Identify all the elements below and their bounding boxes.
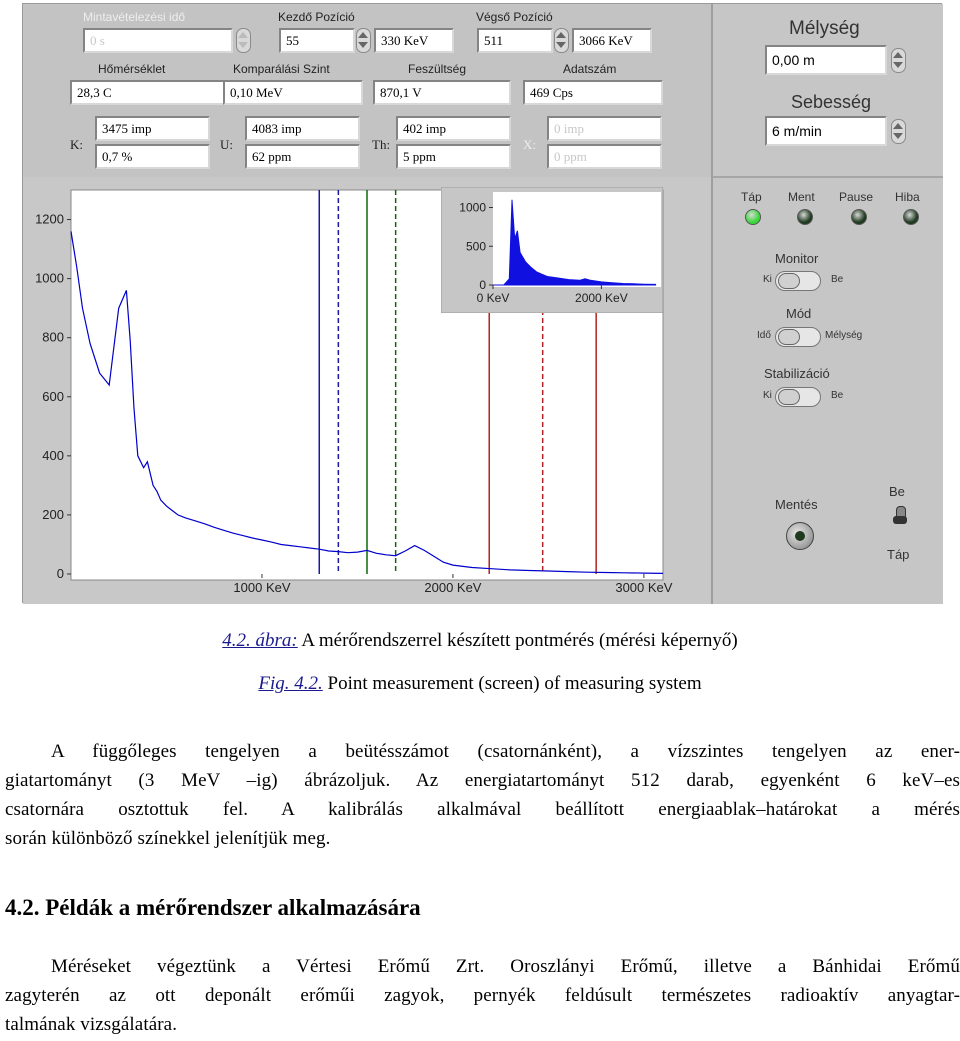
monitor-on-label: Be [831,274,844,285]
sample-time-spinner[interactable] [236,28,251,53]
pause-led [851,209,867,225]
overview-ytick-label: 1000 [459,200,486,215]
paragraph-line: giatartományt (3 MeV –ig) ábrázoljuk. Az energiatartományt 512 darab, egyenként 6 keV–es [5,770,960,791]
section-heading: 4.2. Példák a mérőrendszer alkalmazására [5,895,421,920]
end-pos-spinner[interactable] [554,28,569,53]
save-indicator-icon [795,531,805,541]
sample-time-label: Mintavételezési idő [83,10,186,24]
paragraph-line: csatornára osztottuk fel. A kalibrálás alkalmával beállított energiaablak–határokat a mérés [5,799,960,820]
led-label-error: Hiba [895,190,920,204]
power-toggle[interactable] [893,506,909,528]
speed-field[interactable]: 6 m/min [765,116,887,146]
end-pos-channel-field[interactable]: 511 [477,28,553,53]
end-pos-energy-field: 3066 KeV [572,28,652,53]
paragraph-line: A függőleges tengelyen a beütésszámot (csatornánként), a vízszintes tengelyen az ener- [51,741,960,762]
error-led [903,209,919,225]
k-conc-field: 0,7 % [95,144,210,169]
spectrum-ytick-label: 1200 [35,211,64,227]
led-label-pause: Pause [839,190,874,204]
figure-caption-en-text: Point measurement (screen) of measuring system [322,673,702,694]
figure-caption-hu [0,630,960,652]
spectrum-xtick-label: 1000 KeV [233,580,291,595]
x-conc-field: 0 ppm [547,144,662,169]
stabilization-off-label: Ki [763,390,772,401]
spectrum-ytick-label: 1000 [35,270,64,286]
start-pos-label: Kezdő Pozíció [278,10,355,24]
mode-time-label: Idő [757,330,771,341]
depth-field: 0,00 m [765,45,887,75]
sample-time-field[interactable]: 0 s [83,28,233,53]
figure-caption-hu-text: A mérőrendszerrel készített pontmérés (mérési képernyő) [297,630,738,651]
overview-ytick-label: 0 [479,278,486,292]
power-led [745,209,761,225]
led-label-power: Táp [741,190,762,204]
depth-speed-panel [713,4,943,178]
figure-number-hu: 4.2. ábra: [222,630,298,651]
stabilization-switch[interactable] [775,387,821,407]
paragraph-line: Méréseket végeztünk a Vértesi Erőmű Zrt. Oroszlányi Erőmű, illetve a Bánhidai Erőmű [51,956,960,977]
overview-chart [441,187,663,313]
speed-label: Sebesség [791,92,872,112]
spectrum-ytick-label: 0 [56,566,64,581]
monitor-switch[interactable] [775,271,821,291]
start-pos-energy-field: 330 KeV [374,28,454,53]
mode-label: Mód [786,306,812,321]
comparison-level-label: Komparálási Szint [233,62,330,76]
spectrum-xtick-label: 2000 KeV [424,580,482,595]
overview-xtick-label: 0 KeV [476,291,510,305]
save-label: Mentés [775,497,818,512]
paragraph-1 [5,737,960,853]
spectrum-ytick-label: 200 [42,506,64,522]
k-imp-field: 3475 imp [95,116,210,141]
monitor-label: Monitor [775,251,819,266]
end-pos-label: Végső Pozíció [476,10,553,24]
spectrum-ytick-label: 800 [42,329,64,345]
depth-label: Mélység [789,18,860,39]
u-imp-field: 4083 imp [245,116,360,141]
power-on-label: Be [889,484,905,499]
th-imp-field: 402 imp [396,116,511,141]
spectrum-ytick-label: 400 [42,447,64,463]
k-label: K: [70,137,83,152]
voltage-label: Feszültség [408,62,467,76]
save-led [797,209,813,225]
temperature-label: Hőmérséklet [98,62,166,76]
overview-ytick-label: 500 [465,239,486,254]
th-label: Th: [372,137,391,152]
x-imp-field: 0 imp [547,116,662,141]
spectrum-xtick-label: 3000 KeV [615,580,673,595]
mode-depth-label: Mélység [825,330,863,341]
th-conc-field: 5 ppm [396,144,511,169]
paragraph-line: zagyterén az ott deponált erőműi zagyok, pernyék feldúsult természetes radioaktív anyagtar- [5,985,960,1006]
overview-xtick-label: 2000 KeV [575,291,628,305]
voltage-field: 870,1 V [373,80,511,105]
control-panel [711,4,943,604]
start-pos-channel-field[interactable]: 55 [279,28,355,53]
comparison-level-field: 0,10 MeV [223,80,363,105]
measurement-screenshot [22,3,942,603]
data-count-field: 469 Cps [523,80,663,105]
u-conc-field: 62 ppm [245,144,360,169]
x-label: X: [523,137,536,152]
speed-spinner[interactable] [891,119,906,144]
paragraph-line: során különböző színekkel jelenítjük meg. [5,828,331,849]
start-pos-spinner[interactable] [356,28,371,53]
figure-number-en: Fig. 4.2. [258,673,323,694]
monitor-off-label: Ki [763,274,772,285]
stabilization-on-label: Be [831,390,844,401]
save-button[interactable] [786,522,814,550]
parameter-panel [23,4,711,177]
data-count-label: Adatszám [563,62,617,76]
led-label-save: Ment [788,190,815,204]
depth-spinner[interactable] [891,48,906,73]
u-label: U: [220,137,233,152]
power-label: Táp [887,547,910,562]
spectrum-ytick-label: 600 [42,388,64,404]
mode-switch[interactable] [775,327,821,347]
paragraph-line: talmának vizsgálatára. [5,1014,178,1035]
paragraph-2 [5,952,960,1039]
figure-caption-en [0,673,960,695]
stabilization-label: Stabilizáció [764,366,830,381]
temperature-field: 28,3 C [70,80,238,105]
